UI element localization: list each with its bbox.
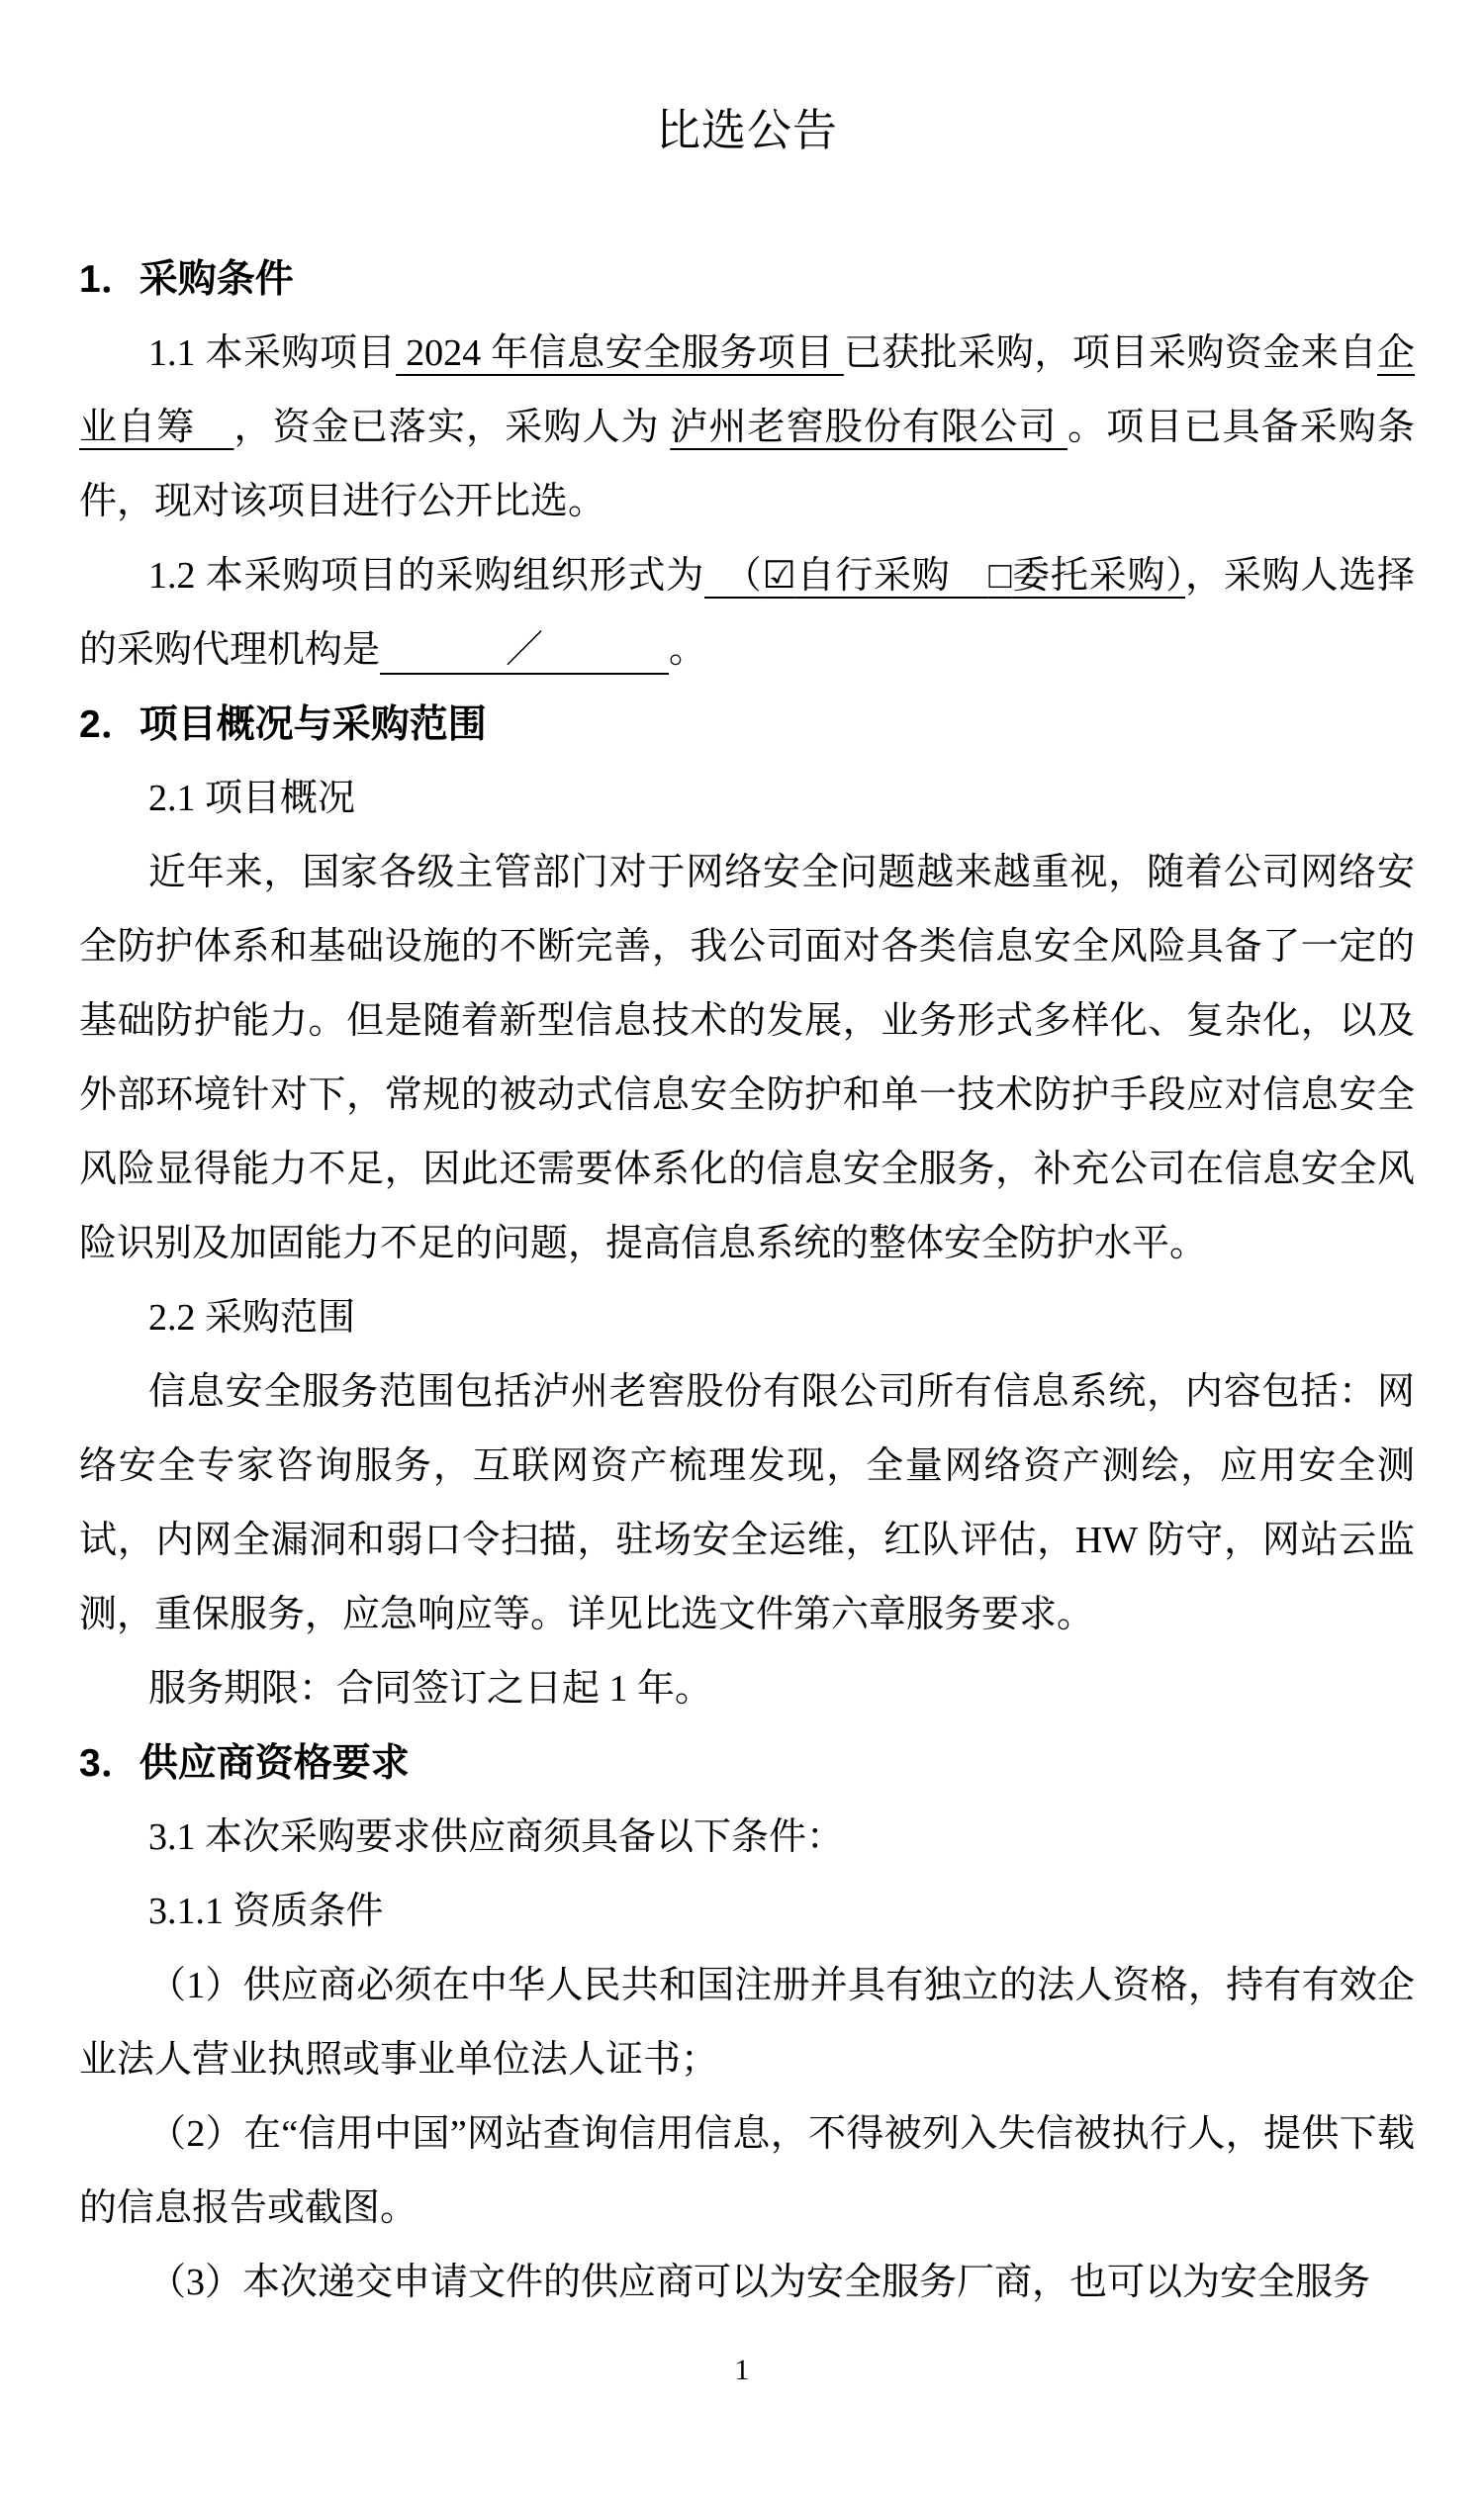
heading-project-overview-scope: 2．项目概况与采购范围 xyxy=(79,703,487,746)
text-run: 。 xyxy=(669,629,707,671)
paragraph-1-2 xyxy=(79,539,1415,688)
paragraph-1-1 xyxy=(79,317,1415,539)
paragraph-procurement-scope: 信息安全服务范围包括泸州老窖股份有限公司所有信息系统，内容包括：网络安全专家咨询服务，互联网资产梳理发现，全量网络资产测绘，应用安全测试，内网全漏洞和弱口令扫描，驻场安全运维，红队评估，HW 防守，网站云监测，重保服务，应急响应等。详见比选文件第六章服务要求。 xyxy=(79,1371,1415,1635)
heading-procurement-conditions: 1．采购条件 xyxy=(79,258,294,301)
subheading-project-overview: 2.1 项目概况 xyxy=(148,778,356,819)
unchecked-checkbox-icon: □ xyxy=(988,555,1013,597)
subheading-procurement-scope: 2.2 采购范围 xyxy=(148,1297,356,1339)
text-run: 已获批采购，项目采购资金来自 xyxy=(843,332,1377,374)
paragraph-qualification-2: （2）在“信用中国”网站查询信用信息，不得被列入失信被执行人，提供下载的信息报告或截图。 xyxy=(79,2113,1415,2229)
text-run: ，资金已落实，采购人为 xyxy=(233,407,671,448)
document-title: 比选公告 xyxy=(655,106,838,155)
text-run: ，采购人选择的采购代理机构是 xyxy=(79,555,1415,671)
paragraph-qualification-1: （1）供应商必须在中华人民共和国注册并具有独立的法人资格，持有有效企业法人营业执照或事业单位法人证书； xyxy=(79,1965,1415,2081)
paragraph-service-term: 服务期限：合同签订之日起 1 年。 xyxy=(148,1668,713,1710)
option-entrusted-procurement: 委托采购） xyxy=(1012,555,1186,597)
underlined-purchaser-name: 泸州老窖股份有限公司 xyxy=(670,407,1068,448)
text-run: 1.2 本采购项目的采购组织形式为 xyxy=(148,555,704,597)
text-run: 1.1 本采购项目 xyxy=(148,332,397,374)
paragraph-3-1-1: 3.1.1 资质条件 xyxy=(148,1891,384,1932)
option-self-procurement: 自行采购 xyxy=(795,555,989,597)
text-run: 。项目已具备采购条件，现对该项目进行公开比选。 xyxy=(79,407,1415,522)
checked-checkbox-icon: ☑ xyxy=(762,555,796,597)
page-number: 1 xyxy=(734,2354,750,2386)
paragraph-3-1: 3.1 本次采购要求供应商须具备以下条件： xyxy=(148,1816,845,1858)
underlined-fund-source: 企业自筹 xyxy=(79,332,1415,448)
underlined-project-name: 2024 年信息安全服务项目 xyxy=(396,332,844,374)
paragraph-project-overview: 近年来，国家各级主管部门对于网络安全问题越来越重视，随着公司网络安全防护体系和基础设施的不断完善，我公司面对各类信息安全风险具备了一定的基础防护能力。但是随着新型信息技术的发展，业务形式多样化、复杂化，以及外部环境针对下，常规的被动式信息安全防护和单一技术防护手段应对信息安全风险显得能力不足，因此还需要体系化的信息安全服务，补充公司在信息安全风险识别及加固能力不足的问题，提高信息系统的整体安全防护水平。 xyxy=(79,852,1415,1264)
text-run: （ xyxy=(704,555,763,597)
paragraph-qualification-3: （3）本次递交申请文件的供应商可以为安全服务厂商，也可以为安全服务 xyxy=(148,2262,1371,2303)
heading-supplier-qualification: 3．供应商资格要求 xyxy=(79,1742,410,1785)
blank-agency-field: ／ xyxy=(380,627,669,675)
